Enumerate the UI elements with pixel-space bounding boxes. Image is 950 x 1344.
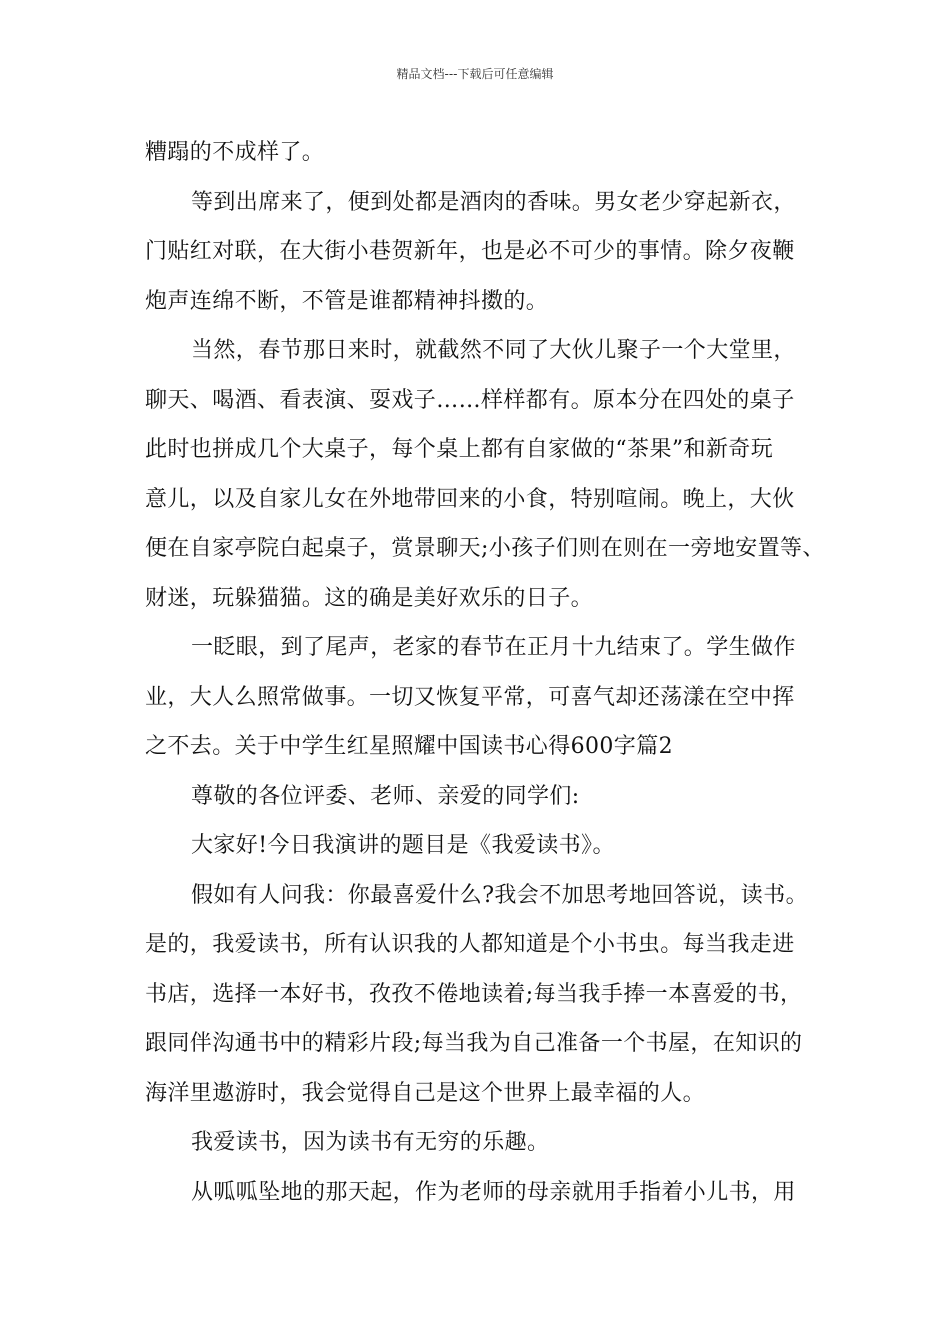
text-line: 尊敬的各位评委、老师、亲爱的同学们: — [191, 783, 580, 809]
text-line: 财迷，玩躲猫猫。这的确是美好欢乐的日子。 — [145, 585, 594, 611]
text-line: 聊天、喝酒、看表演、耍戏子……样样都有。原本分在四处的桌子 — [145, 387, 795, 413]
text-line: 门贴红对联，在大街小巷贺新年，也是必不可少的事情。除夕夜鞭 — [145, 239, 795, 264]
text-line: 之不去。关于中学生红星照耀中国读书心得600字篇2 — [145, 734, 673, 759]
text-line: 便在自家亭院白起桌子，赏景聊天;小孩子们则在则在一旁地安置等、 — [145, 536, 825, 561]
text-line: 当然，春节那日来时，就截然不同了大伙儿聚子一个大堂里， — [191, 338, 796, 363]
text-line: 一眨眼，到了尾声，老家的春节在正月十九结束了。学生做作 — [191, 635, 796, 660]
text-line: 业，大人么照常做事。一切又恢复平常，可喜气却还荡漾在空中挥 — [145, 684, 795, 710]
document-body — [145, 128, 825, 1217]
text-line: 跟同伴沟通书中的精彩片段;每当我为自己准备一个书屋，在知识的 — [145, 1031, 803, 1056]
page-header: 精品文档---下载后可任意编辑 — [396, 67, 554, 81]
text-line: 糟蹋的不成样了。 — [145, 140, 325, 165]
text-line: 假如有人问我：你最喜爱什么?我会不加思考地回答说，读书。 — [191, 882, 808, 908]
text-line: 等到出席来了，便到处都是酒肉的香味。男女老少穿起新衣， — [191, 189, 796, 215]
text-line: 从呱呱坠地的那天起，作为老师的母亲就用手指着小儿书，用 — [191, 1179, 796, 1205]
text-line: 海洋里遨游时，我会觉得自己是这个世界上最幸福的人。 — [145, 1080, 706, 1106]
text-line: 此时也拼成几个大桌子，每个桌上都有自家做的“茶果”和新奇玩 — [145, 437, 774, 462]
text-line: 炮声连绵不断，不管是谁都精神抖擞的。 — [145, 288, 549, 314]
text-line: 意儿，以及自家儿女在外地带回来的小食，特别喧闹。晚上，大伙 — [145, 486, 795, 512]
text-line: 是的，我爱读书，所有认识我的人都知道是个小书虫。每当我走进 — [145, 932, 795, 957]
text-line: 大家好!今日我演讲的题目是《我爱读书》。 — [191, 833, 615, 858]
text-line: 书店，选择一本好书，孜孜不倦地读着;每当我手捧一本喜爱的书， — [145, 981, 803, 1007]
text-line: 我爱读书，因为读书有无穷的乐趣。 — [191, 1130, 550, 1155]
